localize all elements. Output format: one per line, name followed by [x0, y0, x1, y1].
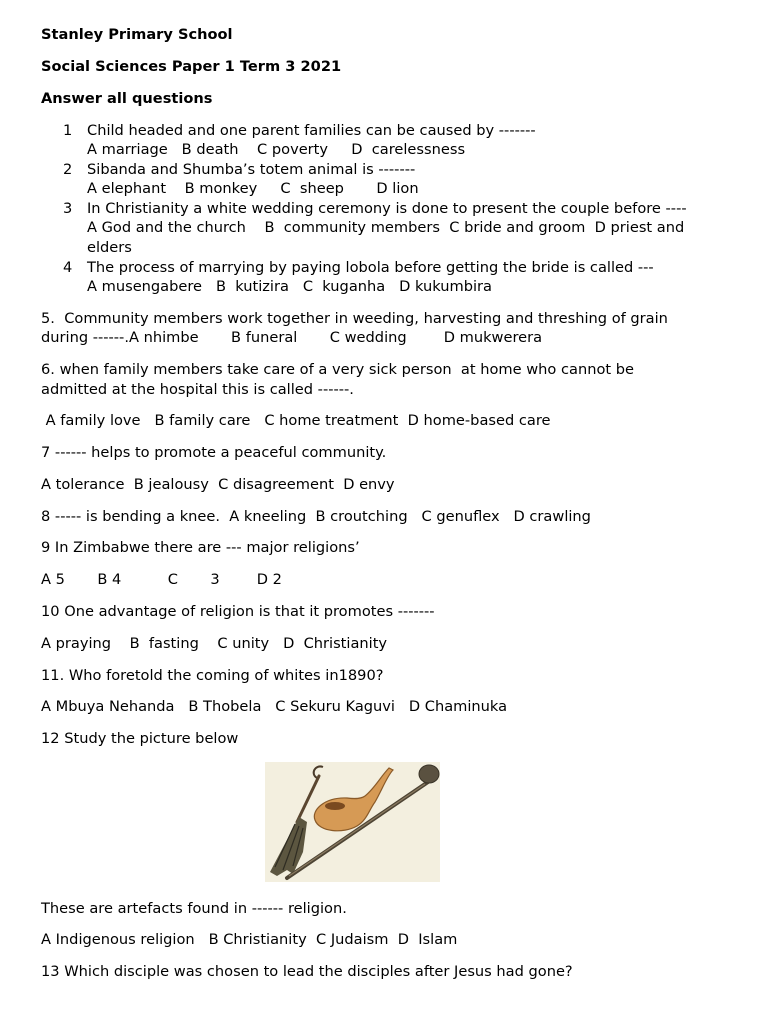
question-10-text: 10 One advantage of religion is that it promotes ------- [41, 603, 435, 620]
question-3-options: A God and the church B community members C bride and groom D priest and [87, 219, 685, 236]
question-number: 4 [63, 259, 73, 276]
question-8-text: 8 ----- is bending a knee. A kneeling B croutching C genuflex D crawling [41, 508, 591, 525]
question-number: 3 [63, 200, 73, 217]
question-6-text: 6. when family members take care of a very sick person at home who cannot be [41, 361, 634, 378]
question-7-options: A tolerance B jealousy C disagreement D envy [41, 476, 395, 493]
question-5-options: during ------.A nhimbe B funeral C wedding D mukwerera [41, 329, 543, 346]
question-2-options: A elephant B monkey C sheep D lion [87, 180, 419, 197]
question-3-options-cont: elders [87, 239, 132, 256]
question-number: 2 [63, 161, 73, 178]
question-9-text: 9 In Zimbabwe there are --- major religions’ [41, 539, 360, 556]
question-6-options: A family love B family care C home treatment D home-based care [41, 412, 551, 429]
artefacts-picture [265, 762, 440, 882]
instruction: Answer all questions [41, 90, 213, 107]
question-5-text: 5. Community members work together in weeding, harvesting and threshing of grain [41, 310, 668, 327]
question-4-text: The process of marrying by paying lobola before getting the bride is called --- [87, 259, 654, 276]
question-10-options: A praying B fasting C unity D Christianity [41, 635, 388, 652]
question-6-text-cont: admitted at the hospital this is called ------. [41, 381, 354, 398]
question-13-text: 13 Which disciple was chosen to lead the disciples after Jesus had gone? [41, 963, 573, 980]
question-12-options: A Indigenous religion B Christianity C Judaism D Islam [41, 931, 458, 948]
school-name: Stanley Primary School [41, 26, 233, 43]
question-9-options: A 5 B 4 C 3 D 2 [41, 571, 282, 588]
question-11-text: 11. Who foretold the coming of whites in1890? [41, 667, 384, 684]
question-7-text: 7 ------ helps to promote a peaceful community. [41, 444, 387, 461]
question-number: 1 [63, 122, 73, 139]
question-12-text: 12 Study the picture below [41, 730, 239, 747]
question-1-text: Child headed and one parent families can be caused by ------- [87, 122, 536, 139]
question-1-options: A marriage B death C poverty D carelessness [87, 141, 466, 158]
paper-title: Social Sciences Paper 1 Term 3 2021 [41, 58, 342, 75]
question-2-text: Sibanda and Shumba’s totem animal is ------- [87, 161, 416, 178]
question-3-text: In Christianity a white wedding ceremony is done to present the couple before ---- [87, 200, 687, 217]
question-11-options: A Mbuya Nehanda B Thobela C Sekuru Kaguvi D Chaminuka [41, 698, 508, 715]
question-4-options: A musengabere B kutizira C kuganha D kukumbira [87, 278, 492, 295]
question-12-followup: These are artefacts found in ------ religion. [41, 900, 347, 917]
